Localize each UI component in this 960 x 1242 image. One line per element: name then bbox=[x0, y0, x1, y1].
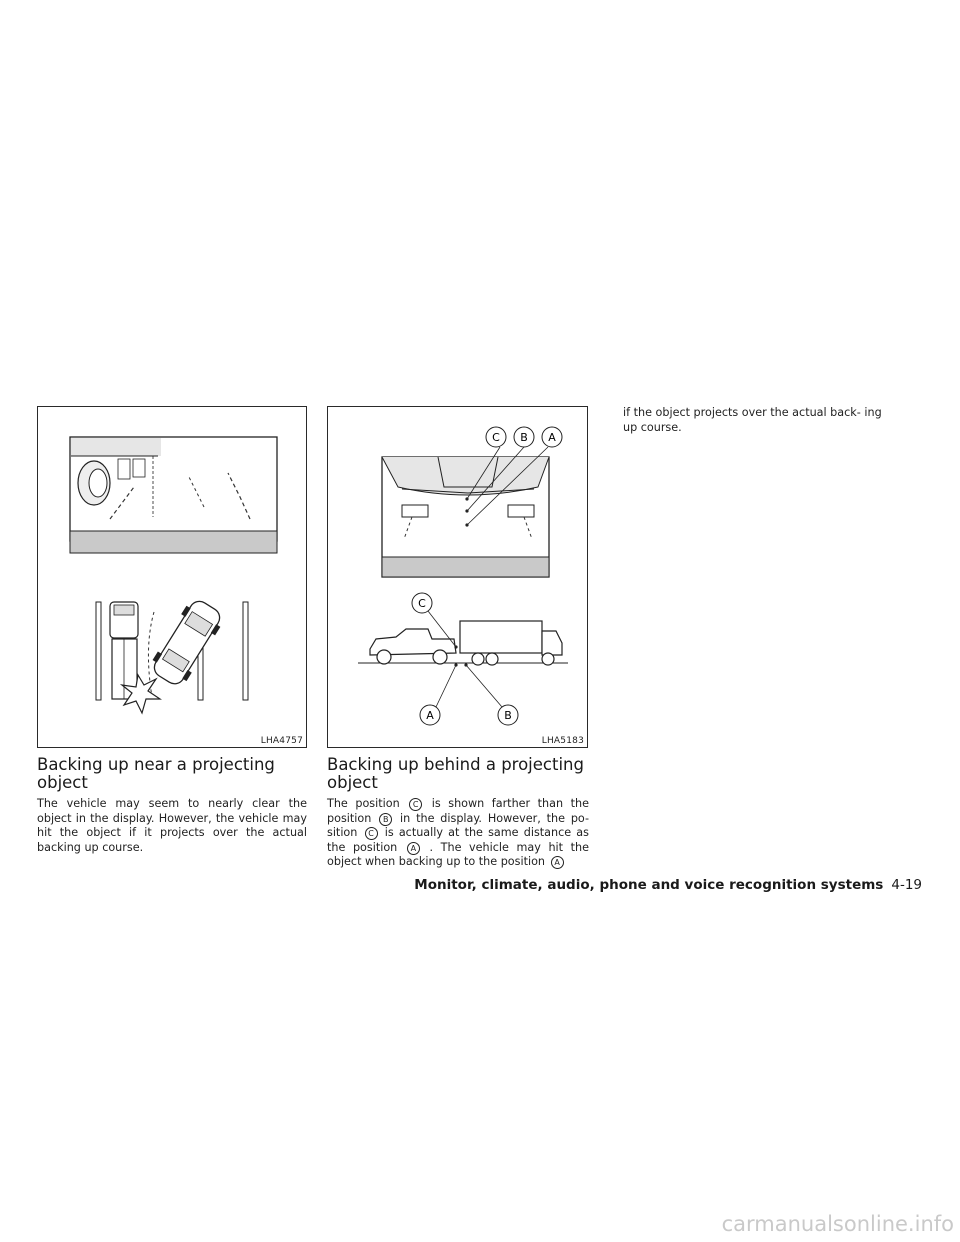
section2-heading-line2: object bbox=[327, 773, 378, 792]
rear-camera-display bbox=[70, 437, 277, 553]
marker-a: A bbox=[551, 856, 564, 869]
section2-body bbox=[327, 797, 589, 870]
figure-projecting-object bbox=[37, 406, 307, 748]
section1-body: The vehicle may seem to nearly clear the object in the display. However, the vehicle may hit the object if it projects over the actual backing up course. bbox=[37, 797, 307, 854]
section2-text-part5: . The vehicle may hit the object when backing up to the position bbox=[327, 840, 590, 869]
section2-heading-line1: Backing up behind a projecting bbox=[327, 755, 584, 774]
label-a-side: A bbox=[426, 709, 434, 722]
section2-text-part3: in the display. However, the po- sition bbox=[327, 811, 590, 840]
marker-b: B bbox=[379, 813, 392, 826]
section2-text-part1: The position bbox=[327, 797, 400, 810]
label-c-side: C bbox=[418, 597, 426, 610]
marker-c: C bbox=[365, 827, 378, 840]
figure-projecting-object-illustration bbox=[38, 407, 307, 748]
section2-heading bbox=[327, 756, 589, 792]
side-view-scene bbox=[358, 593, 568, 725]
column3-text: if the object projects over the actual back- ing up course. bbox=[623, 406, 882, 434]
footer-title: Monitor, climate, audio, phone and voice recognition systems bbox=[414, 877, 884, 893]
section1-heading-line1: Backing up near a projecting bbox=[37, 755, 275, 774]
section2-text-part2: is shown farther than the position bbox=[327, 797, 589, 825]
page-footer bbox=[300, 877, 922, 893]
section2-text-part4: is actually at the same distance as the position bbox=[327, 826, 589, 854]
rear-camera-display bbox=[382, 447, 549, 577]
top-labels bbox=[486, 427, 562, 447]
figure-code: LHA5183 bbox=[541, 736, 584, 746]
marker-a: A bbox=[407, 842, 420, 855]
page-number: 4-19 bbox=[891, 877, 922, 893]
figure-code: LHA4757 bbox=[260, 736, 303, 746]
label-b-top: B bbox=[520, 431, 528, 444]
section1-heading bbox=[37, 756, 307, 792]
label-b-side: B bbox=[504, 709, 512, 722]
parking-top-view bbox=[96, 596, 248, 713]
label-a-top: A bbox=[548, 431, 556, 444]
marker-c: C bbox=[409, 798, 422, 811]
figure-projecting-object-behind bbox=[327, 406, 588, 748]
section1-heading-line2: object bbox=[37, 773, 88, 792]
figure-behind-object-illustration bbox=[328, 407, 588, 748]
label-c-top: C bbox=[492, 431, 500, 444]
watermark: carmanualsonline.info bbox=[721, 1212, 954, 1236]
